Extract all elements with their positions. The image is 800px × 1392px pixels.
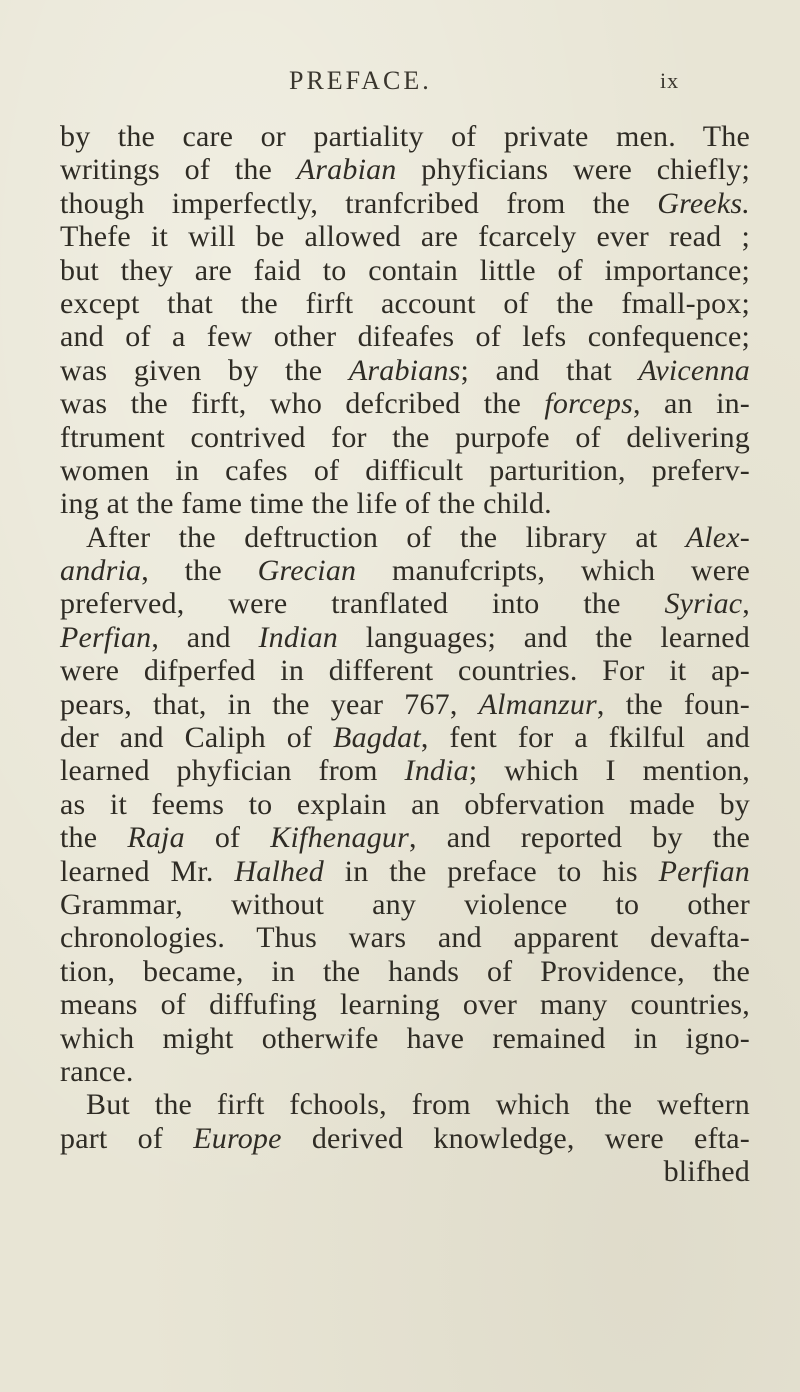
text-line: [60, 287, 750, 320]
text-segment: , the foun-: [596, 687, 750, 721]
running-head-title: PREFACE.: [289, 66, 432, 95]
text-segment: After the deftruction of the library at: [86, 520, 686, 554]
italic-text-segment: Kifhenagur: [270, 821, 409, 855]
text-line: [60, 554, 750, 587]
text-segment: was given by the: [60, 353, 349, 387]
italic-text-segment: Arabian: [296, 153, 397, 187]
italic-text-segment: Perfian: [658, 854, 750, 888]
italic-text-segment: Almanzur: [478, 687, 597, 721]
text-segment: tion, became, in the hands of Providence, the: [60, 954, 750, 988]
text-line: [60, 220, 750, 253]
text-line: [60, 521, 750, 554]
text-line: [60, 855, 750, 888]
text-segment: manufcripts, which were: [356, 554, 750, 588]
text-line: [60, 187, 750, 220]
italic-text-segment: andria: [60, 554, 142, 588]
text-segment: the: [60, 821, 128, 855]
text-segment: , and: [151, 620, 259, 654]
text-segment: in the preface to his: [323, 854, 659, 888]
italic-text-segment: India: [404, 754, 469, 788]
text-segment: which might otherwife have remained in igno-: [60, 1021, 750, 1055]
text-segment: part of: [60, 1121, 194, 1155]
italic-text-segment: forceps: [544, 387, 633, 421]
text-segment: ; and that: [460, 353, 639, 387]
text-line: [60, 254, 750, 287]
text-line: [60, 320, 750, 353]
text-segment: languages; and the learned: [337, 620, 750, 654]
text-segment: der and Caliph of: [60, 721, 334, 755]
text-line: [60, 788, 750, 821]
text-line: [60, 1088, 750, 1121]
text-segment: Thefe it will be allowed are fcarcely ever read ;: [60, 220, 750, 254]
italic-text-segment: Grecian: [257, 554, 357, 588]
text-segment: ,: [742, 587, 750, 621]
text-segment: means of diffufing learning over many countries,: [60, 988, 750, 1022]
text-segment: But the firft fchools, from which the weftern: [86, 1088, 750, 1122]
italic-text-segment: Avicenna: [638, 353, 751, 387]
text-segment: of: [184, 821, 271, 855]
text-segment: , an in-: [633, 387, 750, 421]
text-line: [60, 387, 750, 420]
text-line: [60, 988, 750, 1021]
text-line: [60, 421, 750, 454]
text-segment: as it feems to explain an obfervation made by: [60, 787, 750, 821]
text-segment: derived knowledge, were efta-: [281, 1121, 750, 1155]
italic-text-segment: Raja: [127, 821, 185, 855]
text-segment: but they are faid to contain little of importance;: [60, 253, 750, 287]
text-line: [60, 120, 750, 153]
italic-text-segment: Perfian: [60, 620, 152, 654]
text-segment: learned phyfician from: [60, 754, 405, 788]
text-line: [60, 754, 750, 787]
text-segment: learned Mr.: [60, 854, 235, 888]
text-segment: blifhed: [663, 1155, 750, 1189]
text-segment: except that the firft account of the fmall-pox;: [60, 286, 750, 320]
text-segment: ; which I mention,: [468, 754, 750, 788]
text-line: [60, 1155, 750, 1188]
text-segment: rance.: [60, 1054, 134, 1088]
text-line: [60, 487, 750, 520]
body-text: [60, 120, 750, 1189]
text-line: [60, 587, 750, 620]
text-line: [60, 721, 750, 754]
text-segment: ftrument contrived for the purpofe of delivering: [60, 420, 750, 454]
text-line: [60, 1022, 750, 1055]
text-segment: , fent for a fkilful and: [420, 721, 750, 755]
text-segment: and of a few other difeafes of lefs confequence;: [60, 320, 750, 354]
text-segment: , and reported by the: [408, 821, 751, 855]
text-segment: was the firft, who defcribed the: [60, 387, 545, 421]
text-segment: by the care or partiality of private men. The: [60, 120, 750, 153]
text-line: [60, 153, 750, 186]
text-line: [60, 1122, 750, 1155]
text-line: [60, 921, 750, 954]
text-segment: preferved, were tranflated into the: [60, 587, 665, 621]
text-line: [60, 821, 750, 854]
text-segment: chronologies. Thus wars and apparent devafta-: [60, 921, 750, 955]
text-segment: women in cafes of difficult parturition, preferv-: [60, 453, 750, 487]
text-segment: ing at the fame time the life of the child.: [60, 487, 552, 521]
page-number: ix: [660, 68, 680, 93]
text-segment: writings of the: [60, 153, 297, 187]
text-line: [60, 888, 750, 921]
text-segment: , the: [141, 554, 258, 588]
text-segment: phyficians were chiefly;: [396, 153, 750, 187]
italic-text-segment: Bagdat: [333, 721, 421, 755]
text-line: [60, 354, 750, 387]
italic-text-segment: Arabians: [348, 353, 461, 387]
running-head: [0, 66, 800, 106]
text-line: [60, 621, 750, 654]
text-line: [60, 454, 750, 487]
text-segment: pears, that, in the year 767,: [60, 687, 479, 721]
text-line: [60, 654, 750, 687]
text-line: [60, 955, 750, 988]
text-line: [60, 688, 750, 721]
text-segment: Grammar, without any violence to other: [60, 887, 750, 921]
italic-text-segment: Alex-: [685, 520, 750, 554]
italic-text-segment: Syriac: [664, 587, 743, 621]
italic-text-segment: Europe: [193, 1121, 282, 1155]
text-segment: were difperfed in different countries. For it ap-: [60, 654, 750, 688]
italic-text-segment: Halhed: [234, 854, 324, 888]
italic-text-segment: Indian: [258, 620, 338, 654]
text-line: [60, 1055, 750, 1088]
text-segment: though imperfectly, tranfcribed from the: [60, 186, 658, 220]
italic-text-segment: Greeks.: [657, 186, 750, 220]
